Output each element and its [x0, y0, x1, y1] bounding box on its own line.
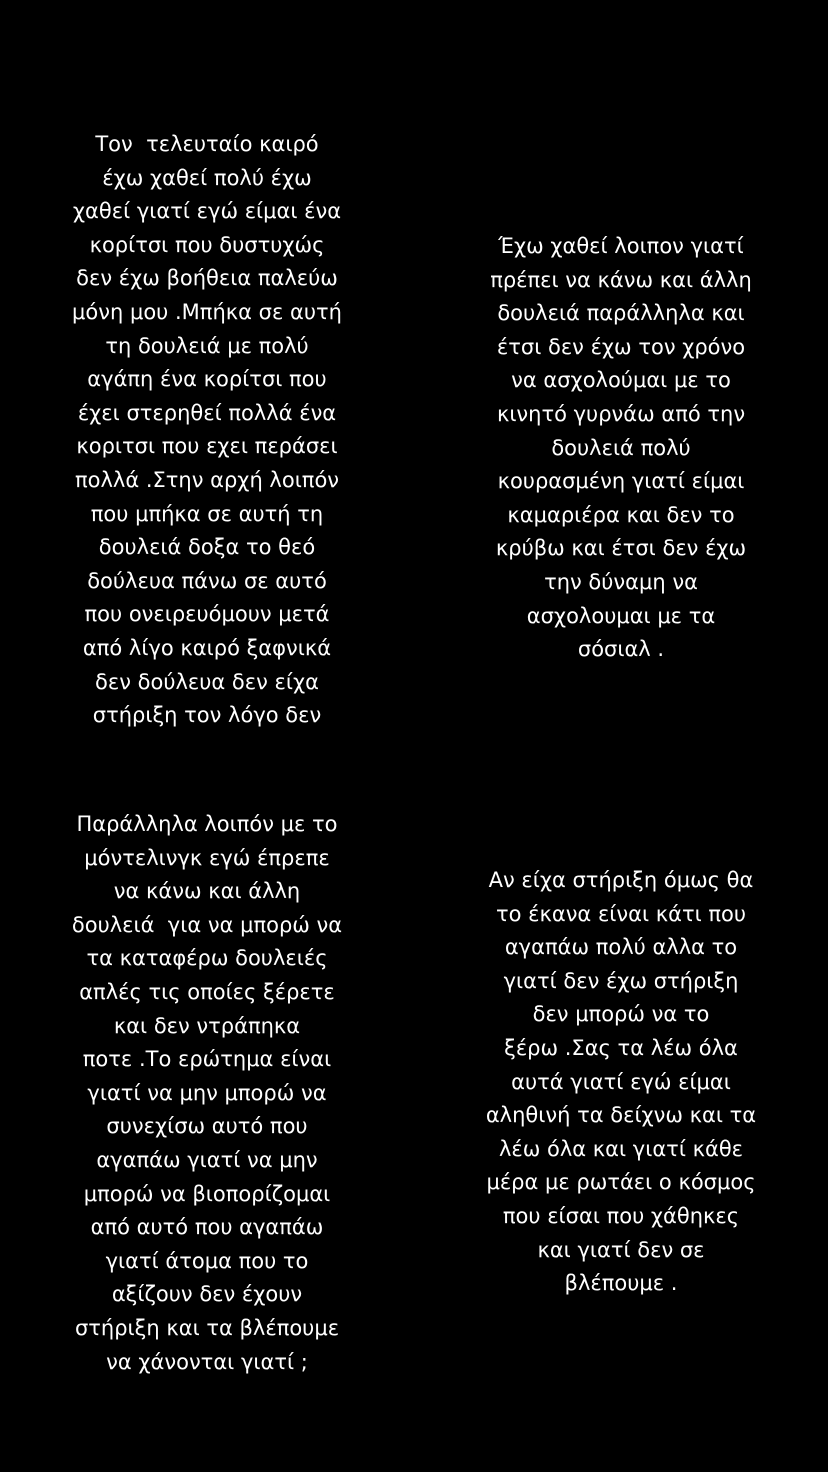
story-panel-bottom-left	[0, 736, 414, 1472]
text-line: να χάνονται γιατί ;	[106, 1349, 308, 1374]
story-text-bottom-right	[414, 864, 828, 1301]
text-line: αξίζουν δεν έχουν	[111, 1282, 303, 1307]
text-line: βλέπουμε .	[564, 1271, 678, 1296]
text-line: κινητό γυρνάω από την	[496, 401, 746, 426]
text-line: έτσι δεν έχω τον χρόνο	[496, 334, 746, 359]
text-line: Αν είχα στήριξη όμως θα	[488, 868, 754, 892]
text-line: από αυτό που αγαπάω	[90, 1215, 324, 1240]
text-line: δεν έχω βοήθεια παλεύω	[76, 266, 338, 291]
text-line: που ονειρευόμουν μετά	[84, 602, 330, 627]
text-line: γιατί άτομα που το	[105, 1248, 309, 1273]
story-panel-top-left	[0, 0, 414, 736]
text-line: ποτε .Το ερώτημα είναι	[82, 1047, 332, 1072]
text-line: Παράλληλα λοιπόν με το	[76, 812, 338, 836]
text-line: καμαριέρα και δεν το	[507, 502, 735, 527]
text-line: μπορώ να βιοπορίζομαι	[83, 1181, 331, 1206]
text-line: να ασχολούμαι με το	[511, 368, 731, 393]
text-line: τα καταφέρω δουλειές	[86, 946, 328, 971]
text-line: απλές τις οποίες ξέρετε	[79, 979, 335, 1004]
text-line: έχω χαθεί πολύ έχω	[102, 165, 312, 190]
text-line: που είσαι που χάθηκες	[502, 1203, 740, 1228]
text-line: αγαπάω γιατί να μην	[96, 1147, 318, 1172]
text-line: το έκανα είναι κάτι που	[495, 901, 747, 926]
text-line: πολλά .Στην αρχή λοιπόν	[74, 467, 340, 492]
text-line: σόσιαλ .	[577, 637, 665, 662]
story-text-top-right	[414, 230, 828, 667]
text-line: γιατί να μην μπορώ να	[87, 1080, 327, 1105]
text-line: ξέρω .Σας τα λέω όλα	[504, 1035, 738, 1060]
text-line: δεν μπορώ να το	[532, 1002, 710, 1027]
story-text-bottom-left	[0, 808, 414, 1379]
text-line: που μπήκα σε αυτή τη	[90, 501, 324, 526]
text-line: μόνη μου .Μπήκα σε αυτή	[72, 299, 342, 324]
text-line: στήριξη και τα βλέπουμε	[74, 1315, 340, 1340]
text-line: από λίγο καιρό ξαφνικά	[82, 635, 332, 660]
text-line: δούλευα πάνω σε αυτό	[87, 568, 327, 593]
text-line: Έχω χαθεί λοιπον γιατί	[498, 234, 744, 258]
text-line: μέρα με ρωτάει ο κόσμος	[486, 1170, 756, 1195]
text-line: κρύβω και έτσι δεν έχω	[495, 536, 747, 561]
text-line: λέω όλα και γιατί κάθε	[498, 1136, 744, 1161]
story-panel-bottom-right	[414, 736, 828, 1472]
text-line: τη δουλειά με πολύ	[105, 333, 309, 358]
text-line: κορίτσι που δυστυχώς	[89, 232, 325, 257]
text-line: δουλειά για να μπορώ να	[71, 912, 343, 937]
text-line: Τον τελευταίο καιρό	[95, 132, 319, 156]
text-line: γιατί δεν έχω στήριξη	[503, 968, 739, 993]
text-line: την δύναμη να	[544, 569, 698, 594]
text-line: αγαπάω πολύ αλλα το	[504, 935, 738, 960]
text-line: μόντελινγκ εγώ έπρεπε	[84, 845, 330, 870]
text-line: και γιατί δεν σε	[537, 1237, 705, 1262]
text-line: δουλειά παράλληλα και	[497, 301, 745, 326]
story-text-top-left	[0, 128, 414, 766]
text-line: έχει στερηθεί πολλά ένα	[77, 400, 337, 425]
text-line: κουρασμένη γιατί είμαι	[497, 469, 745, 494]
text-line: ασχολουμαι με τα	[526, 603, 716, 628]
story-panel-top-right	[414, 0, 828, 736]
text-line: να κάνω και άλλη	[113, 879, 301, 904]
text-line: αληθινή τα δείχνω και τα	[485, 1103, 757, 1128]
text-line: δεν δούλευα δεν είχα	[95, 669, 319, 694]
text-line: πρέπει να κάνω και άλλη	[490, 267, 752, 292]
text-line: στήριξη τον λόγο δεν	[92, 703, 322, 728]
text-line: χαθεί γιατί εγώ είμαι ένα	[72, 199, 342, 224]
text-line: αυτά γιατί εγώ είμαι	[511, 1069, 731, 1094]
text-line: αγάπη ένα κορίτσι που	[87, 367, 327, 392]
text-line: δουλειά δοξα το θεό	[98, 535, 316, 560]
text-line: δουλειά πολύ	[551, 435, 691, 460]
text-line: συνεχίσω αυτό που	[106, 1114, 308, 1139]
text-line: και δεν ντράπηκα	[113, 1013, 301, 1038]
text-line: κοριτσι που εχει περάσει	[76, 434, 338, 459]
